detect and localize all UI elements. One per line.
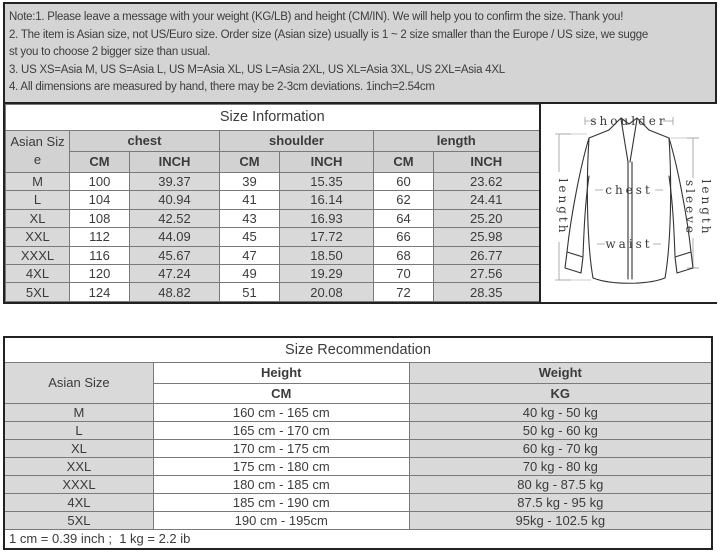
height-range: 185 cm - 190 cm — [153, 493, 409, 511]
cm-value: 43 — [220, 209, 280, 227]
note-line-2: 2. The item is Asian size, not US/Euro size. Order size (Asian size) usually is 1 ~ 2 size smaller than the Europe / US size, we sugge — [9, 28, 649, 41]
table-row — [6, 246, 540, 264]
seller-notes — [5, 4, 715, 104]
cm-value: 68 — [374, 246, 434, 264]
cm-value: 41 — [220, 191, 280, 209]
shirt-outline — [565, 118, 693, 283]
table-row — [4, 421, 712, 439]
size-recommendation-title: Size Recommendation — [4, 337, 712, 363]
shoulder-header: shoulder — [220, 130, 374, 152]
cm-value: 39 — [220, 172, 280, 190]
weight-range: 50 kg - 60 kg — [409, 421, 712, 439]
inch-value: 45.67 — [130, 246, 220, 264]
height-cm-header: CM — [153, 383, 409, 403]
inch-value: 42.52 — [130, 209, 220, 227]
cm-value: 62 — [374, 191, 434, 209]
group-header-row — [4, 362, 712, 383]
cm-value: 108 — [70, 209, 130, 227]
chest-header: chest — [70, 130, 220, 152]
group-header-row — [6, 130, 540, 152]
length-inch-header: INCH — [434, 152, 540, 173]
sleeve-label: sleeve — [682, 179, 697, 237]
note-line-1: Note:1. Please leave a message with your weight (KG/LB) and height (CM/IN). We will help you to confirm the size. Thank you! — [9, 11, 624, 23]
shoulder-cm-header: CM — [220, 152, 280, 173]
cm-value: 45 — [220, 228, 280, 246]
size-cell: 4XL — [6, 265, 70, 283]
shoulder-label: shoulder — [589, 113, 668, 128]
cm-value: 100 — [70, 172, 130, 190]
size-cell: XXL — [6, 228, 70, 246]
table-row — [4, 493, 712, 511]
cm-value: 104 — [70, 191, 130, 209]
table-row — [6, 209, 540, 227]
size-cell: XL — [4, 439, 153, 457]
cm-value: 47 — [220, 246, 280, 264]
cm-value: 66 — [374, 228, 434, 246]
size-cell: XXXL — [4, 475, 153, 493]
waist-label: waist — [604, 236, 653, 251]
height-range: 170 cm - 175 cm — [153, 439, 409, 457]
weight-kg-header: KG — [409, 383, 712, 403]
table-row — [4, 439, 712, 457]
shirt-diagram-svg — [541, 104, 717, 302]
size-cell: XL — [6, 209, 70, 227]
weight-range: 87.5 kg - 95 kg — [409, 493, 712, 511]
size-information-panel — [5, 104, 715, 302]
table-row — [6, 228, 540, 246]
size-cell: 5XL — [6, 283, 70, 301]
inch-value: 27.56 — [434, 265, 540, 283]
note-line-5: 4. All dimensions are measured by hand, there may be 2-3cm deviations. 1inch=2.54cm — [9, 81, 435, 94]
chest-label: chest — [604, 182, 653, 197]
cm-value: 116 — [70, 246, 130, 264]
cm-value: 72 — [374, 283, 434, 301]
weight-header: Weight — [409, 362, 712, 383]
chart-frame — [3, 2, 717, 304]
size-cell: M — [4, 403, 153, 421]
height-range: 190 cm - 195cm — [153, 511, 409, 529]
inch-value: 16.93 — [280, 209, 374, 227]
height-header: Height — [153, 362, 409, 383]
shoulder-inch-header: INCH — [280, 152, 374, 173]
inch-value: 48.82 — [130, 283, 220, 301]
asian-size-header: Asian Size — [4, 362, 153, 403]
inch-value: 28.35 — [434, 283, 540, 301]
weight-range: 60 kg - 70 kg — [409, 439, 712, 457]
height-range: 180 cm - 185 cm — [153, 475, 409, 493]
inch-value: 24.41 — [434, 191, 540, 209]
size-cell: XXXL — [6, 246, 70, 264]
size-cell: L — [6, 191, 70, 209]
inch-value: 26.77 — [434, 246, 540, 264]
cm-value: 70 — [374, 265, 434, 283]
height-range: 160 cm - 165 cm — [153, 403, 409, 421]
inch-value: 15.35 — [280, 172, 374, 190]
conversion-footnote: 1 cm = 0.39 inch ; 1 kg = 2.2 ib — [4, 529, 712, 549]
inch-value: 16.14 — [280, 191, 374, 209]
height-range: 175 cm - 180 cm — [153, 457, 409, 475]
inch-value: 19.29 — [280, 265, 374, 283]
inch-value: 17.72 — [280, 228, 374, 246]
footnote-row — [4, 529, 712, 549]
size-cell: 5XL — [4, 511, 153, 529]
cm-value: 64 — [374, 209, 434, 227]
size-cell: XXL — [4, 457, 153, 475]
sleeve-length-label: length — [698, 179, 713, 237]
inch-value: 23.62 — [434, 172, 540, 190]
table-row — [6, 265, 540, 283]
inch-value: 40.94 — [130, 191, 220, 209]
inch-value: 44.09 — [130, 228, 220, 246]
weight-range: 80 kg - 87.5 kg — [409, 475, 712, 493]
weight-range: 95kg - 102.5 kg — [409, 511, 712, 529]
size-recommendation-table — [3, 336, 713, 550]
weight-range: 40 kg - 50 kg — [409, 403, 712, 421]
note-line-4: 3. US XS=Asia M, US S=Asia L, US M=Asia XL, US L=Asia 2XL, US XL=Asia 3XL, US 2XL=Asia 4XL — [9, 63, 505, 76]
table-row — [4, 457, 712, 475]
length-cm-header: CM — [374, 152, 434, 173]
cm-value: 51 — [220, 283, 280, 301]
table-title-row — [6, 104, 540, 130]
cm-value: 49 — [220, 265, 280, 283]
size-cell: M — [6, 172, 70, 190]
chest-inch-header: INCH — [130, 152, 220, 173]
note-line-3: st you to choose 2 bigger size than usual. — [9, 46, 211, 59]
asian-size-header: Asian Size — [6, 130, 70, 172]
size-cell: L — [4, 421, 153, 439]
table-row — [6, 172, 540, 190]
height-range: 165 cm - 170 cm — [153, 421, 409, 439]
length-label: length — [555, 178, 570, 236]
inch-value: 47.24 — [130, 265, 220, 283]
inch-value: 39.37 — [130, 172, 220, 190]
inch-value: 18.50 — [280, 246, 374, 264]
table-title-row — [4, 337, 712, 363]
table-row — [4, 511, 712, 529]
unit-header-row — [6, 152, 540, 173]
size-information-title: Size Information — [6, 104, 540, 130]
inch-value: 25.98 — [434, 228, 540, 246]
chest-cm-header: CM — [70, 152, 130, 173]
guide-lines — [561, 134, 699, 280]
size-cell: 4XL — [4, 493, 153, 511]
size-information-table — [5, 104, 541, 302]
table-row — [6, 191, 540, 209]
cm-value: 112 — [70, 228, 130, 246]
length-header: length — [374, 130, 540, 152]
table-row — [4, 475, 712, 493]
section-gap — [0, 304, 720, 336]
inch-value: 20.08 — [280, 283, 374, 301]
table-row — [4, 403, 712, 421]
cm-value: 124 — [70, 283, 130, 301]
weight-range: 70 kg - 80 kg — [409, 457, 712, 475]
cm-value: 120 — [70, 265, 130, 283]
inch-value: 25.20 — [434, 209, 540, 227]
shirt-measurement-diagram — [541, 104, 717, 302]
cm-value: 60 — [374, 172, 434, 190]
table-row — [6, 283, 540, 301]
